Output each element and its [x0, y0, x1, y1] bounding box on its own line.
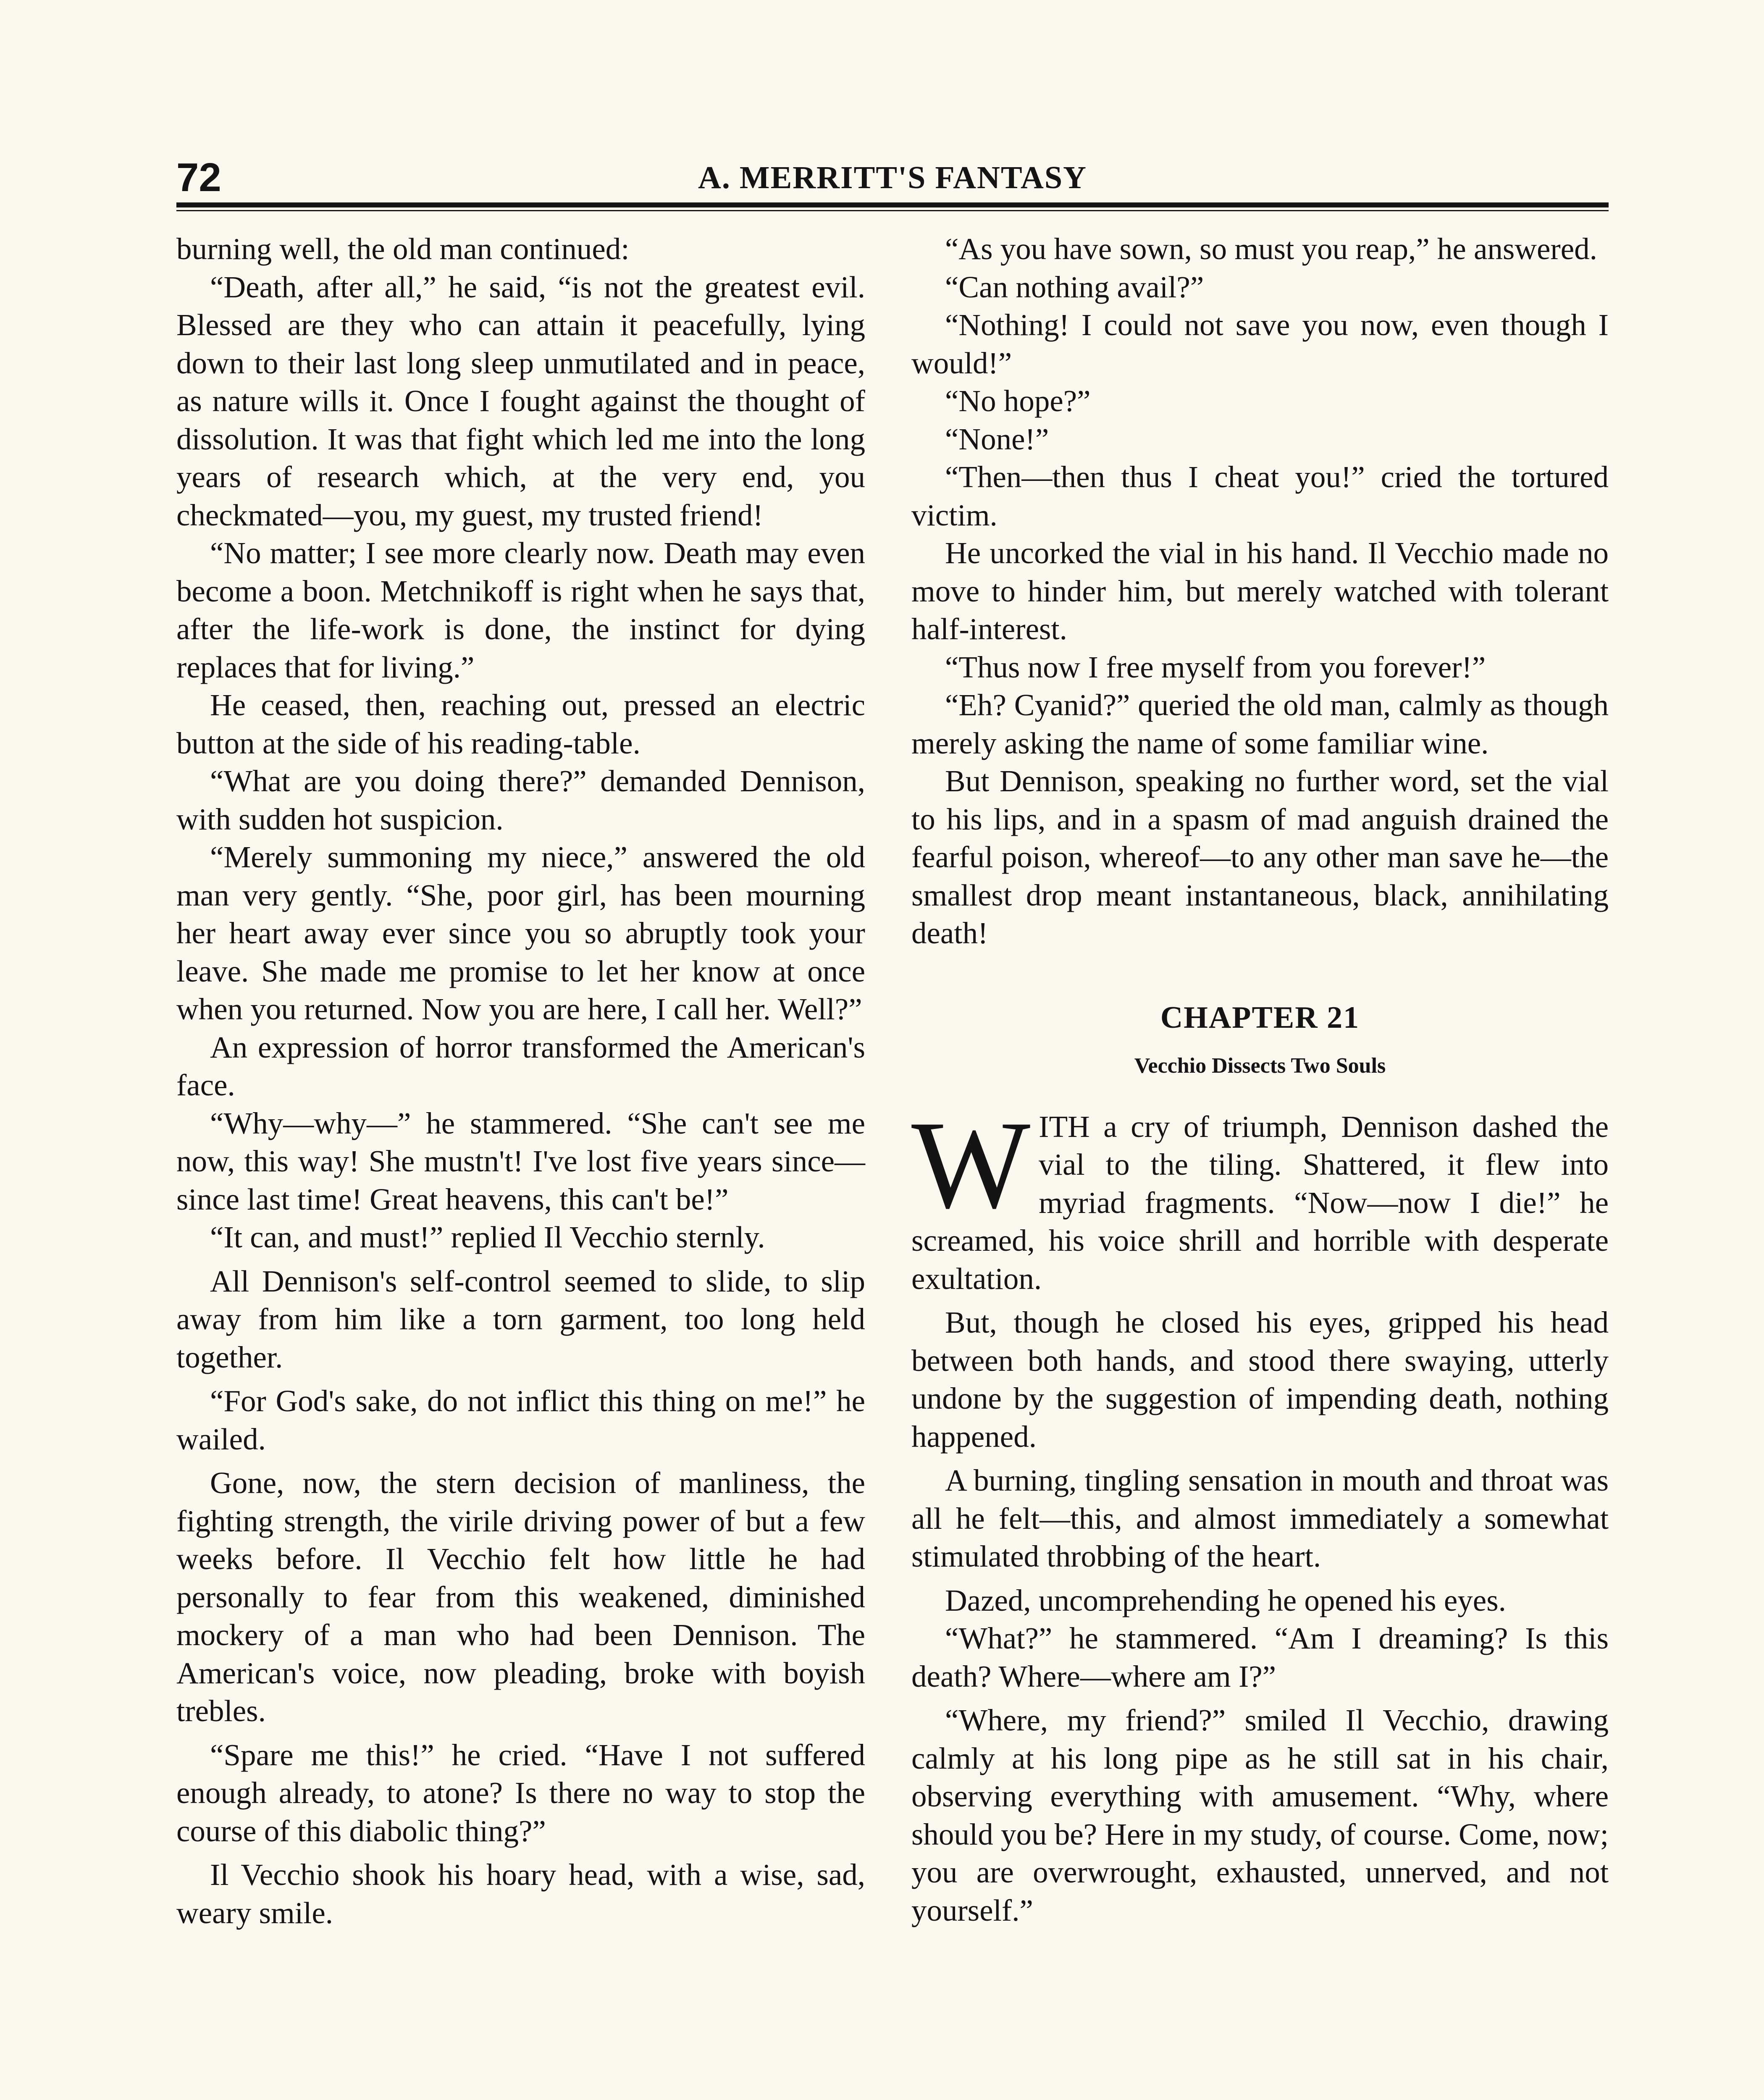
paragraph: “Nothing! I could not save you now, even though I would!”: [911, 308, 1609, 380]
chapter-subtitle: Vecchio Dissects Two Souls: [1134, 1053, 1386, 1078]
paragraph: Gone, now, the stern decision of manliness, the fighting strength, the virile driving power of but a few weeks before. Il Vecchio felt how little he had personally to fear from this weakened, diminished mockery of a man who had been Dennison. The American's voice, now pleading, broke with boyish trebles.: [176, 1466, 865, 1728]
paragraph: All Dennison's self-control seemed to slide, to slip away from him like a torn garment, too long held together.: [176, 1264, 865, 1374]
header-rule: [176, 202, 1609, 207]
paragraph: Dazed, uncomprehending he opened his eyes.: [945, 1583, 1506, 1617]
paragraph: “Eh? Cyanid?” queried the old man, calmly as though merely asking the name of some familiar wine.: [911, 688, 1609, 760]
page-header: [176, 155, 1609, 201]
paragraph: He ceased, then, reaching out, pressed an electric button at the side of his reading-table.: [176, 688, 865, 760]
paragraph: But Dennison, speaking no further word, set the vial to his lips, and in a spasm of mad anguish drained the fearful poison, whereof—to any other man save he—the smallest drop meant instantaneous, black, annihilating death!: [911, 764, 1609, 950]
right-column: [911, 230, 1609, 1929]
paragraph: “What are you doing there?” demanded Dennison, with sudden hot suspicion.: [176, 764, 865, 836]
chapter-title: CHAPTER 21: [1160, 1000, 1360, 1035]
drop-cap: W: [911, 1095, 1031, 1234]
opening-text: ITH a cry of triumph, Dennison dashed the vial to the tiling. Shattered, it flew into myriad fragments. “Now—now I die!” he screamed, his voice shrill and horrible with desperate exultation.: [911, 1109, 1609, 1296]
running-title: A. MERRITT'S FANTASY: [698, 160, 1087, 195]
paragraph: “No hope?”: [945, 384, 1091, 418]
paragraph: “For God's sake, do not inflict this thing on me!” he wailed.: [176, 1384, 865, 1456]
chapter-opening-paragraph: [911, 1095, 1609, 1298]
paragraph: “Death, after all,” he said, “is not the greatest evil. Blessed are they who can attain it peacefully, lying down to their last long sleep unmutilated and in peace, as nature wills it. Once I fought against the thought of dissolution. It was that fight which led me into the long years of research which, at the very end, you checkmated—you, my guest, my trusted friend!: [176, 270, 865, 532]
paragraph: burning well, the old man continued:: [176, 232, 630, 266]
paragraph: “No matter; I see more clearly now. Death may even become a boon. Metchnikoff is right when he says that, after the life-work is done, the instinct for dying replaces that for living.”: [176, 536, 865, 684]
paragraph: “Thus now I free myself from you forever!”: [945, 650, 1486, 684]
paragraph: “Why—why—” he stammered. “She can't see me now, this way! She mustn't! I've lost five years since—since last time! Great heavens, this can't be!”: [176, 1106, 865, 1216]
header-rule-thin: [176, 210, 1609, 211]
paragraph: “Where, my friend?” smiled Il Vecchio, drawing calmly at his long pipe as he still sat in his chair, observing everything with amusement. “Why, where should you be? Here in my study, of course. Come, now; you are overwrought, exhausted, unnerved, and not yourself.”: [911, 1703, 1609, 1927]
paragraph: “Can nothing avail?”: [945, 270, 1204, 304]
paragraph: Il Vecchio shook his hoary head, with a wise, sad, weary smile.: [176, 1858, 865, 1930]
paragraph: “Spare me this!” he cried. “Have I not suffered enough already, to atone? Is there no way to stop the course of this diabolic thing?”: [176, 1738, 865, 1848]
paragraph: “None!”: [945, 422, 1049, 456]
paragraph: “It can, and must!” replied Il Vecchio sternly.: [210, 1220, 765, 1254]
paragraph: “Then—then thus I cheat you!” cried the tortured victim.: [911, 460, 1609, 532]
paragraph: An expression of horror transformed the American's face.: [176, 1030, 865, 1102]
paragraph: “What?” he stammered. “Am I dreaming? Is this death? Where—where am I?”: [911, 1621, 1609, 1693]
paragraph: A burning, tingling sensation in mouth and throat was all he felt—this, and almost immediately a somewhat stimulated throbbing of the heart.: [911, 1463, 1609, 1573]
page-number: 72: [176, 155, 221, 200]
left-column: [176, 230, 865, 1932]
paragraph: He uncorked the vial in his hand. Il Vecchio made no move to hinder him, but merely watched with tolerant half-interest.: [911, 536, 1609, 646]
paragraph: “Merely summoning my niece,” answered the old man very gently. “She, poor girl, has been mourning her heart away ever since you so abruptly took your leave. She made me promise to let her know at once when you returned. Now you are here, I call her. Well?”: [176, 840, 865, 1026]
paragraph: “As you have sown, so must you reap,” he answered.: [945, 232, 1597, 266]
paragraph: But, though he closed his eyes, gripped his head between both hands, and stood there swaying, utterly undone by the suggestion of impending death, nothing happened.: [911, 1305, 1609, 1454]
